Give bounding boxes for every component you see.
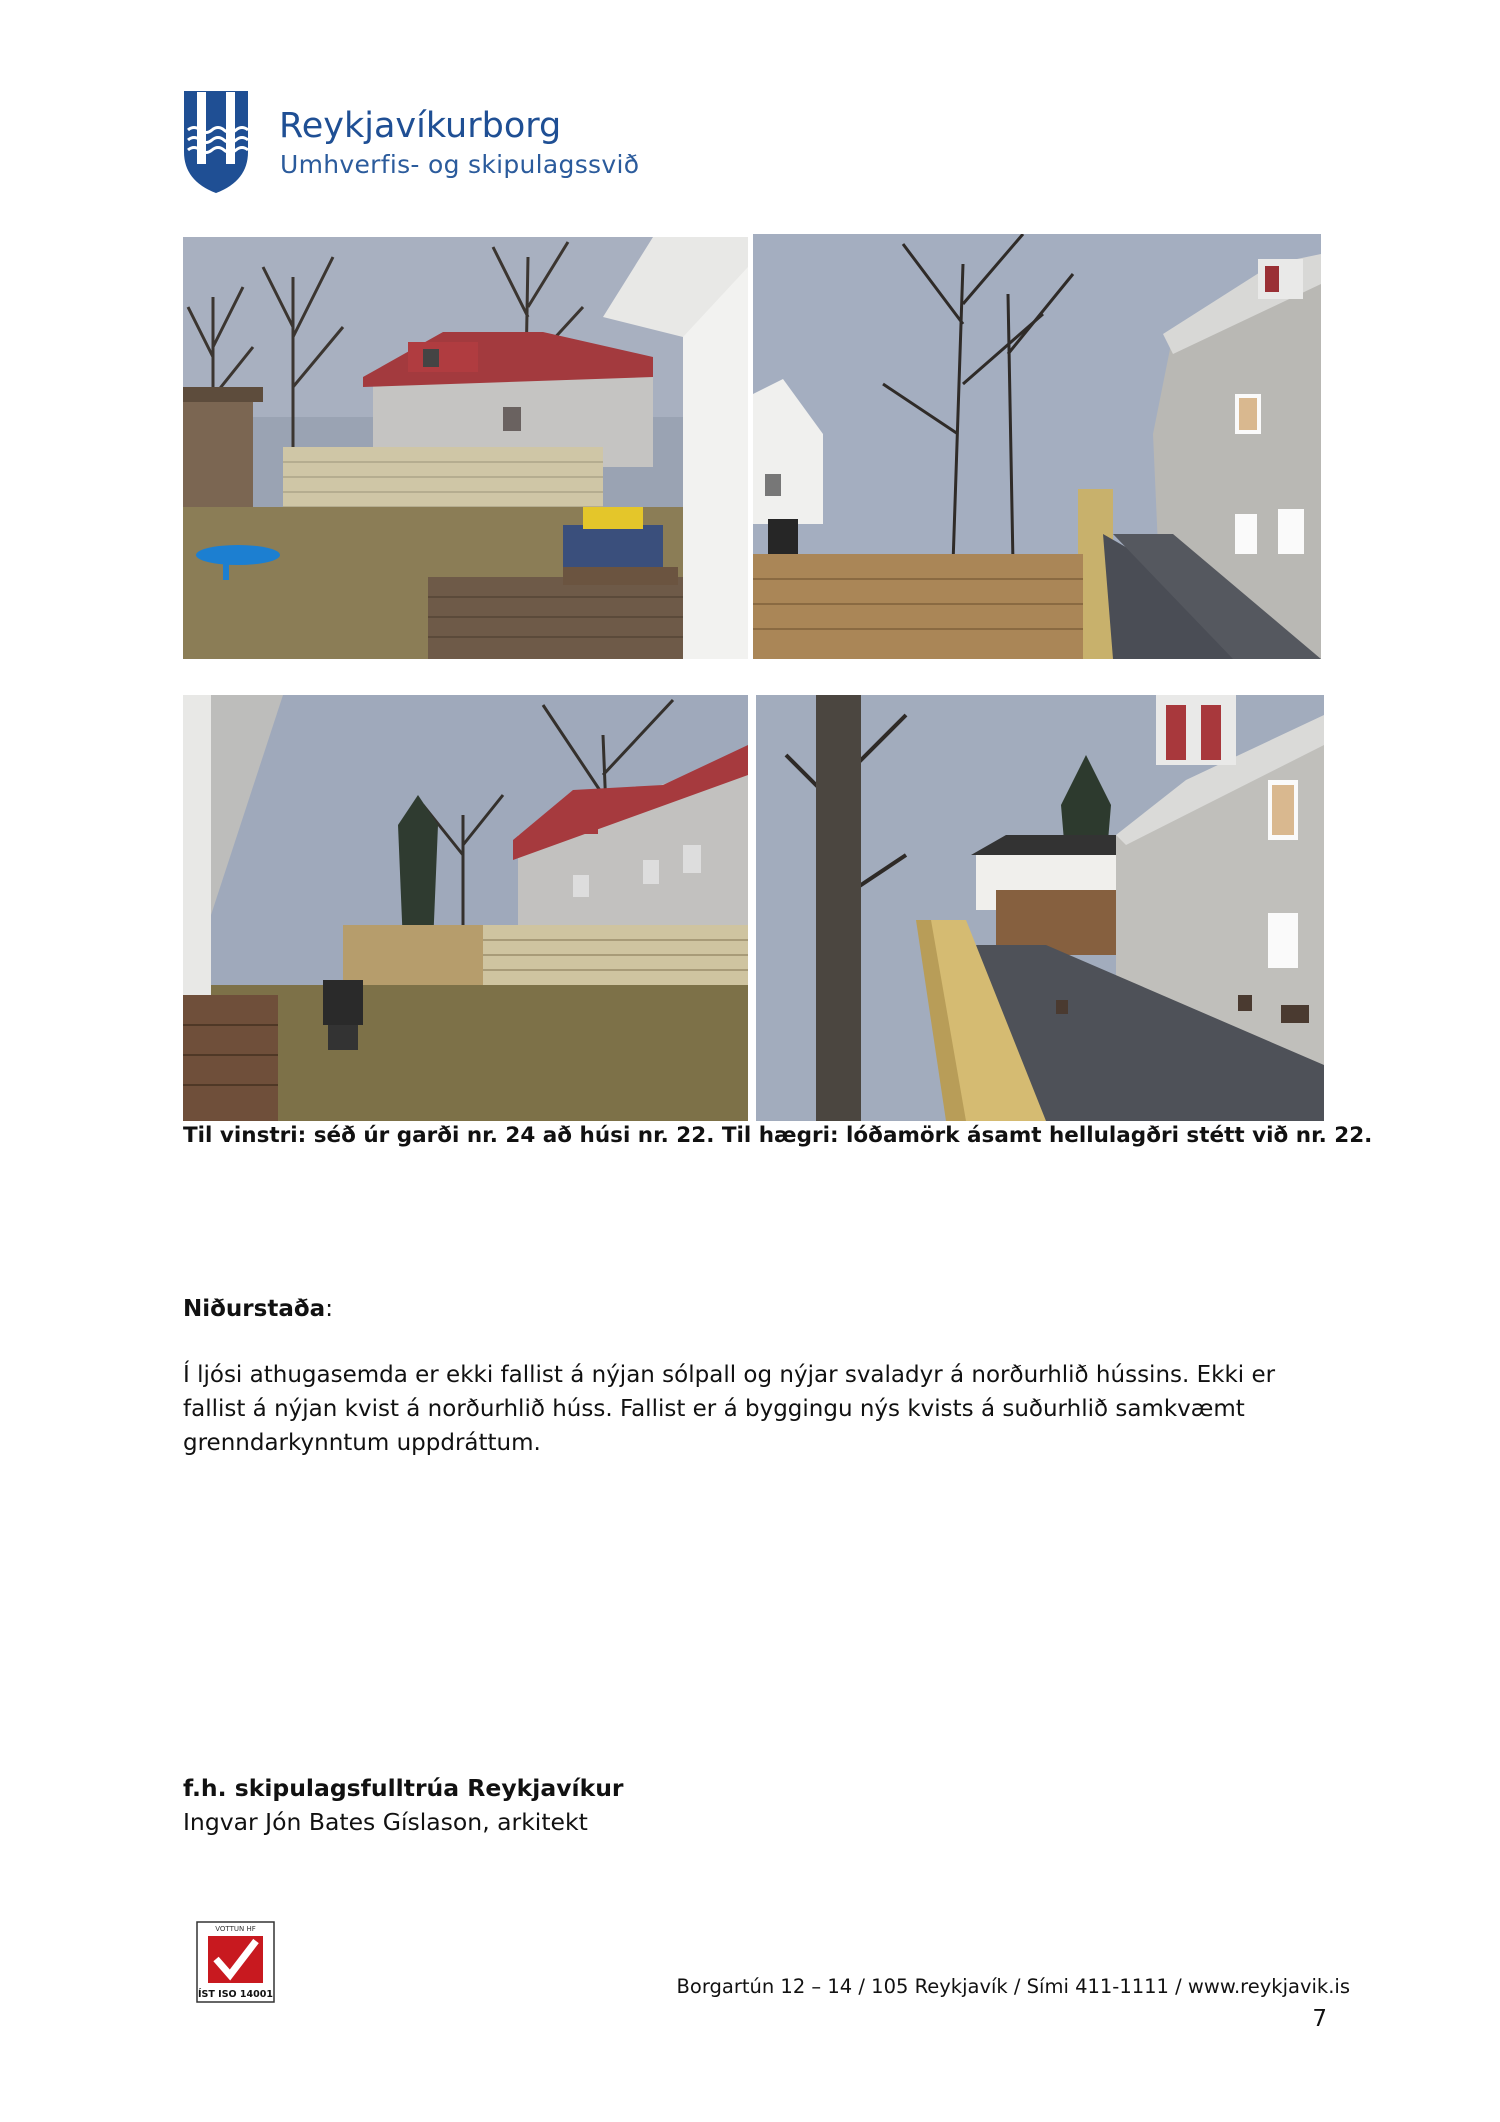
iso-certification-icon xyxy=(196,1921,275,2003)
conclusion-text: Í ljósi athugasemda er ekki fallist á nýjan sólpall og nýjar svaladyr á norðurhlið hússins. Ekki er fallist á nýjan kvist á norðurhlið húss. Fallist er á byggingu nýs kvists á suðurhlið samkvæmt grenndarkynntum uppdráttum. xyxy=(183,1362,1276,1456)
signature-block xyxy=(183,1771,624,1839)
photo-garden-trees xyxy=(183,695,748,1121)
garden-house-photo-icon xyxy=(183,237,748,659)
signer-role: f.h. skipulagsfulltrúa Reykjavíkur xyxy=(183,1774,624,1802)
photo-fence-walkway xyxy=(756,695,1324,1121)
conclusion-heading-text: Niðurstaða xyxy=(183,1296,326,1322)
signer-name: Ingvar Jón Bates Gíslason, arkitekt xyxy=(183,1808,588,1836)
photo-side-path xyxy=(753,234,1321,659)
conclusion-heading-colon: : xyxy=(325,1296,333,1322)
reykjavik-crest-logo xyxy=(183,90,249,194)
org-unit: Umhverfis- og skipulagssvið xyxy=(280,150,640,179)
fence-walkway-photo-icon xyxy=(756,695,1324,1121)
org-name: Reykjavíkurborg xyxy=(279,106,562,146)
garden-trees-photo-icon xyxy=(183,695,748,1121)
photo-caption: Til vinstri: séð úr garði nr. 24 að húsi nr. 22. Til hægri: lóðamörk ásamt hellulagðri stétt við nr. 22. xyxy=(183,1123,1373,1148)
page-number: 7 xyxy=(1312,2006,1327,2032)
iso-bottom-text: ÍST ISO 14001 xyxy=(198,1989,273,2000)
conclusion-heading xyxy=(183,1296,333,1322)
footer-address: Borgartún 12 – 14 / 105 Reykjavík / Sími 411-1111 / www.reykjavik.is xyxy=(676,1975,1350,1998)
iso-top-text: VOTTUN HF xyxy=(215,1925,256,1933)
side-path-photo-icon xyxy=(753,234,1321,659)
photo-garden-house xyxy=(183,237,748,659)
